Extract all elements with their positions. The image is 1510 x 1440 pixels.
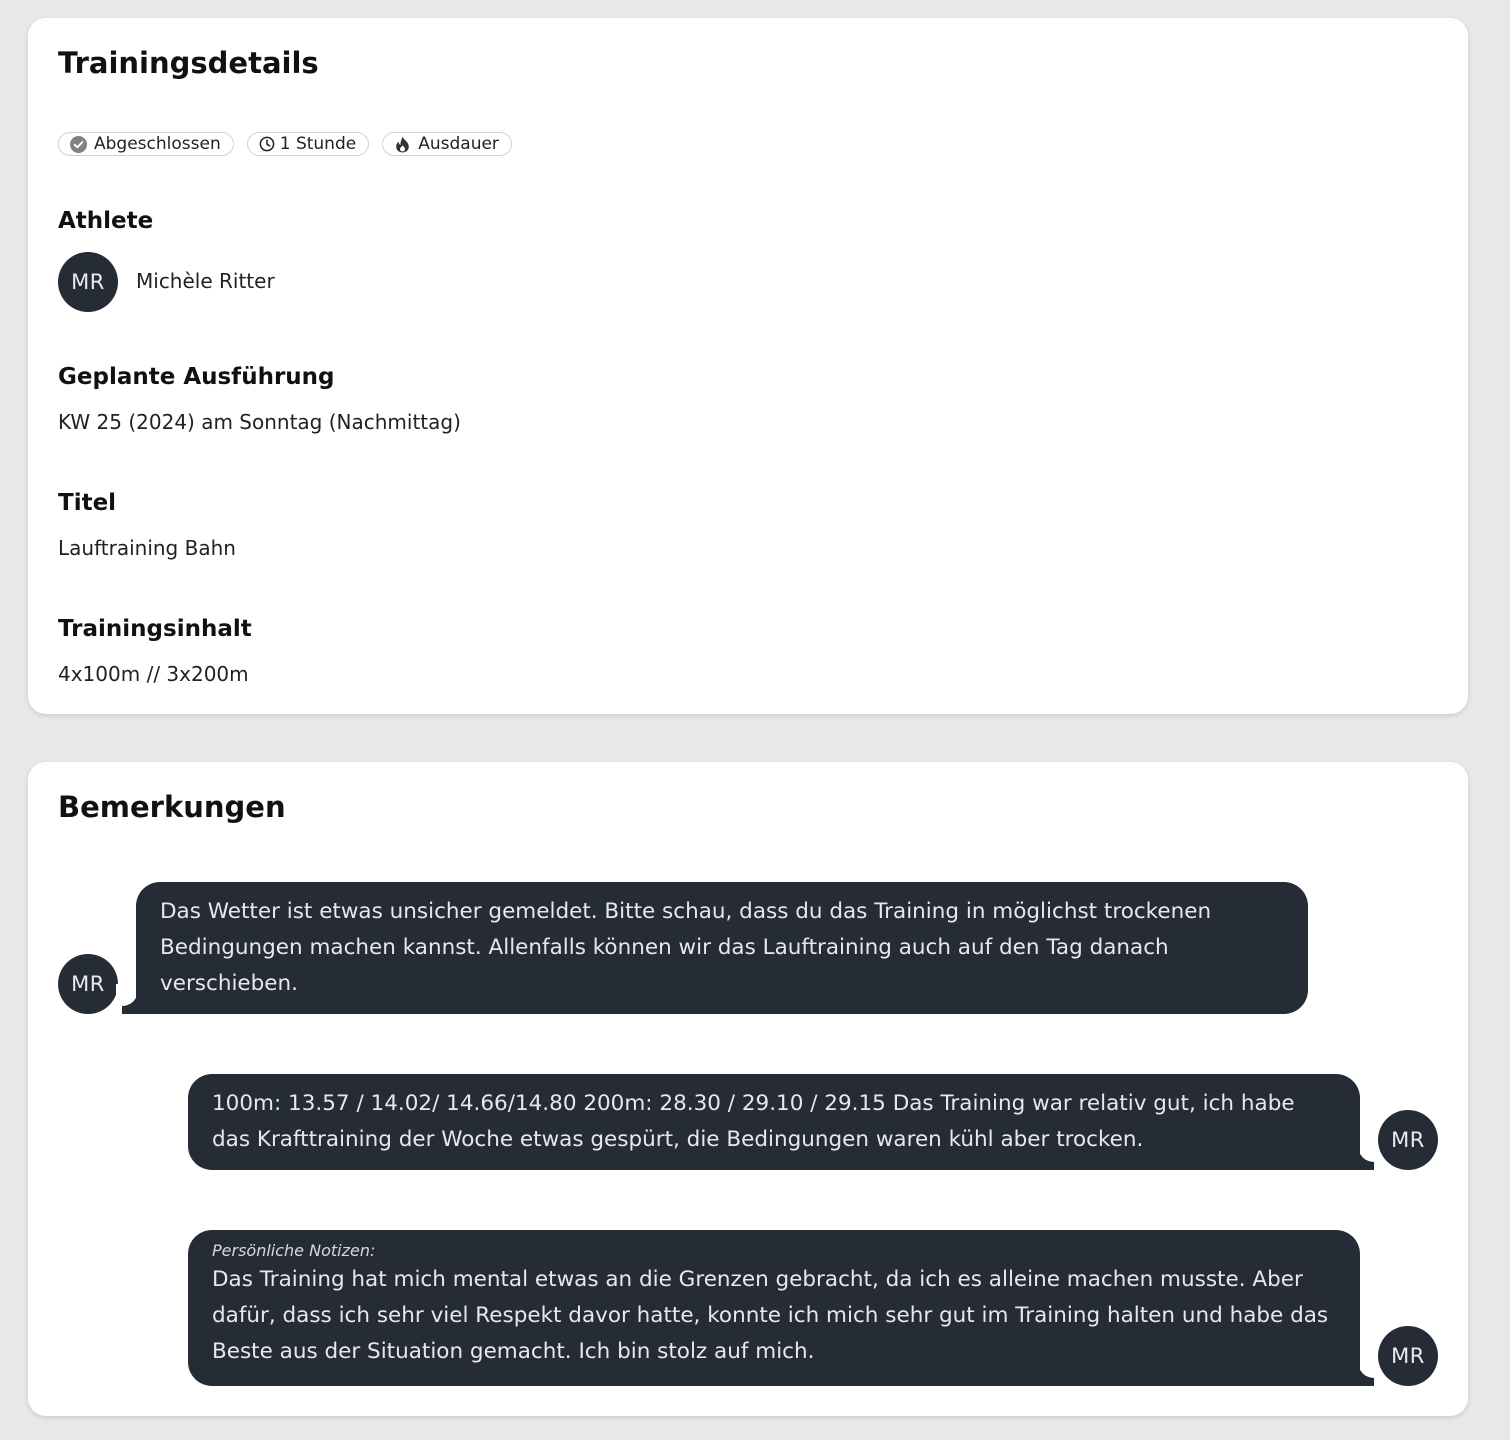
message-2-bubble bbox=[188, 1074, 1360, 1170]
content-value: 4x100m // 3x200m bbox=[58, 662, 249, 686]
message-3-bubble bbox=[188, 1230, 1360, 1386]
check-circle-icon bbox=[69, 135, 87, 153]
title-label: Titel bbox=[58, 490, 117, 516]
training-details-title: Trainingsdetails bbox=[58, 46, 319, 80]
message-1-avatar: MR bbox=[58, 954, 118, 1014]
flame-icon bbox=[393, 135, 411, 153]
content-label: Trainingsinhalt bbox=[58, 616, 252, 642]
category-tag-label: Ausdauer bbox=[418, 134, 499, 154]
message-2-text: 100m: 13.57 / 14.02/ 14.66/14.80 200m: 28.30 / 29.10 / 29.15 Das Training war relativ gut, ich habe das Krafttraining der Woche etwas gespürt, die Bedingungen waren kühl aber trocken. bbox=[212, 1091, 1295, 1152]
clock-icon bbox=[258, 135, 276, 153]
status-tag-label: Abgeschlossen bbox=[94, 134, 221, 154]
remarks-card bbox=[28, 762, 1468, 1416]
planned-label: Geplante Ausführung bbox=[58, 364, 335, 390]
status-tag bbox=[58, 132, 234, 156]
message-2-avatar: MR bbox=[1378, 1110, 1438, 1170]
message-3-text: Das Training hat mich mental etwas an die Grenzen gebracht, da ich es alleine machen musste. Aber dafür, dass ich sehr viel Respekt davor hatte, konnte ich mich sehr gut im Training halten und habe das Beste aus der Situation gemacht. Ich bin stolz auf mich. bbox=[212, 1267, 1329, 1364]
training-details-card bbox=[28, 18, 1468, 714]
duration-tag bbox=[247, 132, 369, 156]
athlete-name: Michèle Ritter bbox=[136, 269, 275, 293]
category-tag bbox=[382, 132, 512, 156]
athlete-avatar: MR bbox=[58, 252, 118, 312]
message-1-text: Das Wetter ist etwas unsicher gemeldet. Bitte schau, dass du das Training in möglichst trockenen Bedingungen machen kannst. Allenfalls können wir das Lauftraining auch auf den Tag danach verschieben. bbox=[160, 899, 1212, 996]
duration-tag-label: 1 Stunde bbox=[279, 134, 357, 154]
message-3-avatar: MR bbox=[1378, 1326, 1438, 1386]
remarks-title: Bemerkungen bbox=[58, 790, 286, 824]
title-value: Lauftraining Bahn bbox=[58, 536, 236, 560]
message-1-bubble bbox=[136, 882, 1308, 1014]
personal-notes-label: Persönliche Notizen: bbox=[212, 1241, 376, 1260]
tag-list bbox=[58, 132, 512, 156]
athlete-label: Athlete bbox=[58, 208, 154, 234]
planned-value: KW 25 (2024) am Sonntag (Nachmittag) bbox=[58, 410, 461, 434]
